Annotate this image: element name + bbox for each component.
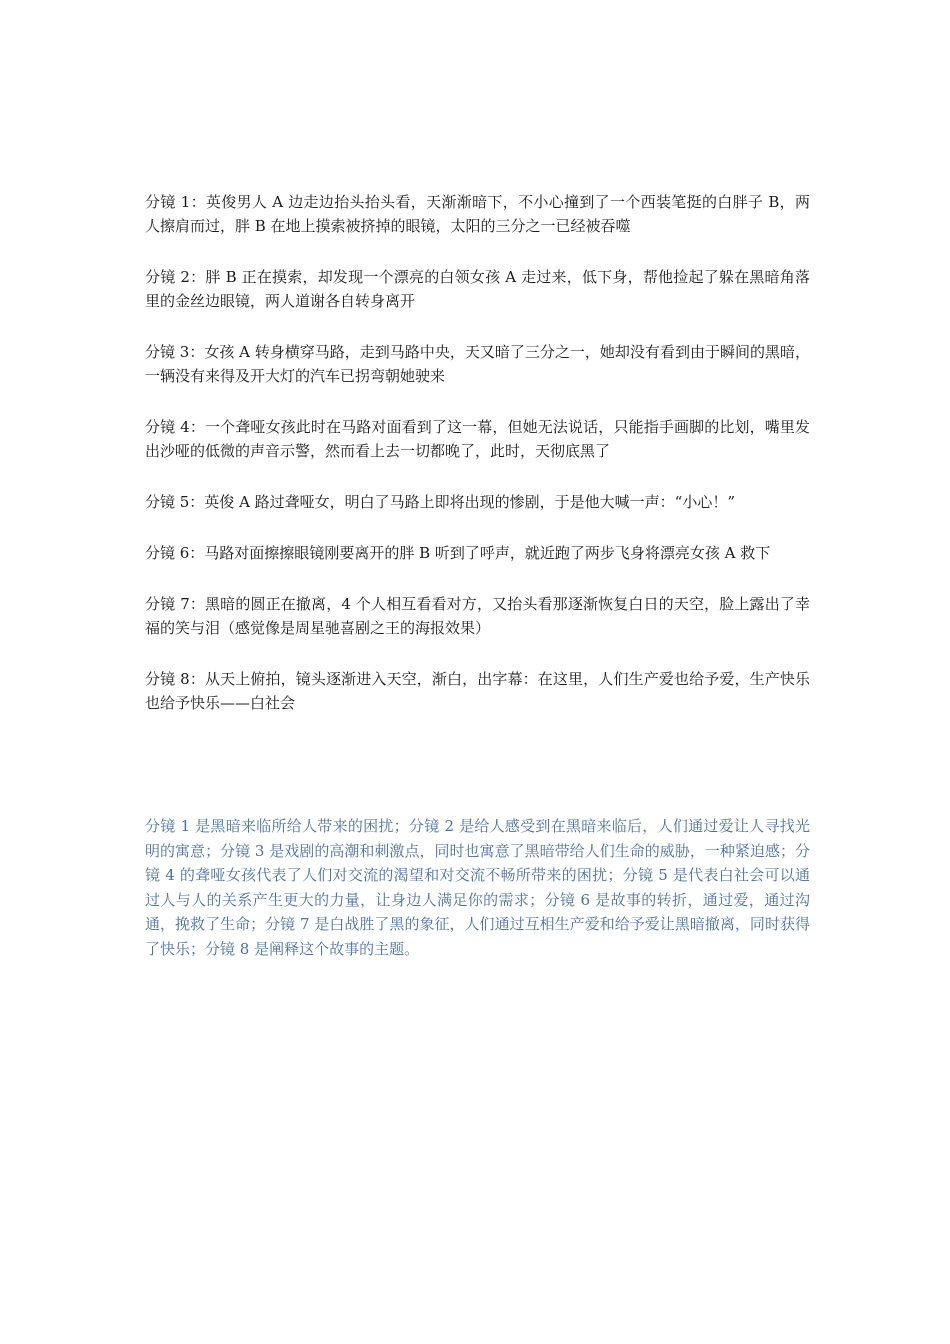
storyboard-scenes [145, 190, 810, 742]
scene-1: 分镜 1：英俊男人 A 边走边抬头抬头看，天渐渐暗下，不小心撞到了一个西装笔挺的白胖子 B，两人擦肩而过，胖 B 在地上摸索被挤掉的眼镜，太阳的三分之一已经被吞噬 [145, 193, 810, 235]
scene-6: 分镜 6：马路对面擦擦眼镜刚要离开的胖 B 听到了呼声，就近跑了两步飞身将漂亮女孩 A 救下 [145, 544, 771, 562]
scene-4: 分镜 4：一个聋哑女孩此时在马路对面看到了这一幕，但她无法说话，只能指手画脚的比划，嘴里发出沙哑的低微的声音示警，然而看上去一切都晚了，此时，天彻底黑了 [145, 418, 810, 460]
storyboard-explanation: 分镜 1 是黑暗来临所给人带来的困扰；分镜 2 是给人感受到在黑暗来临后，人们通过爱让人寻找光明的寓意；分镜 3 是戏剧的高潮和刺激点，同时也寓意了黑暗带给人们生命的威胁，一种紧迫感；分镜 4 的聋哑女孩代表了人们对交流的渴望和对交流不畅所带来的困扰；分镜 5 是代表白社会可以通过人与人的关系产生更大的力量，让身边人满足你的需求；分镜 6 是故事的转折，通过爱，通过沟通，挽救了生命；分镜 7 是白战胜了黑的象征，人们通过互相生产爱和给予爱让黑暗撤离，同时获得了快乐；分镜 8 是阐释这个故事的主题。 [145, 817, 810, 958]
scene-3: 分镜 3：女孩 A 转身横穿马路，走到马路中央，天又暗了三分之一，她却没有看到由于瞬间的黑暗，一辆没有来得及开大灯的汽车已拐弯朝她驶来 [145, 343, 810, 385]
scene-8: 分镜 8：从天上俯拍，镜头逐渐进入天空，渐白，出字幕：在这里，人们生产爱也给予爱，生产快乐也给予快乐——白社会 [145, 670, 810, 712]
scene-7: 分镜 7：黑暗的圆正在撤离，4 个人相互看看对方，又抬头看那逐渐恢复白日的天空，脸上露出了幸福的笑与泪（感觉像是周星驰喜剧之王的海报效果） [145, 595, 810, 637]
scene-5: 分镜 5：英俊 A 路过聋哑女，明白了马路上即将出现的惨剧，于是他大喊一声：“小心！” [145, 493, 736, 511]
scene-2: 分镜 2：胖 B 正在摸索，却发现一个漂亮的白领女孩 A 走过来，低下身，帮他捡起了躲在黑暗角落里的金丝边眼镜，两人道谢各自转身离开 [145, 268, 810, 310]
